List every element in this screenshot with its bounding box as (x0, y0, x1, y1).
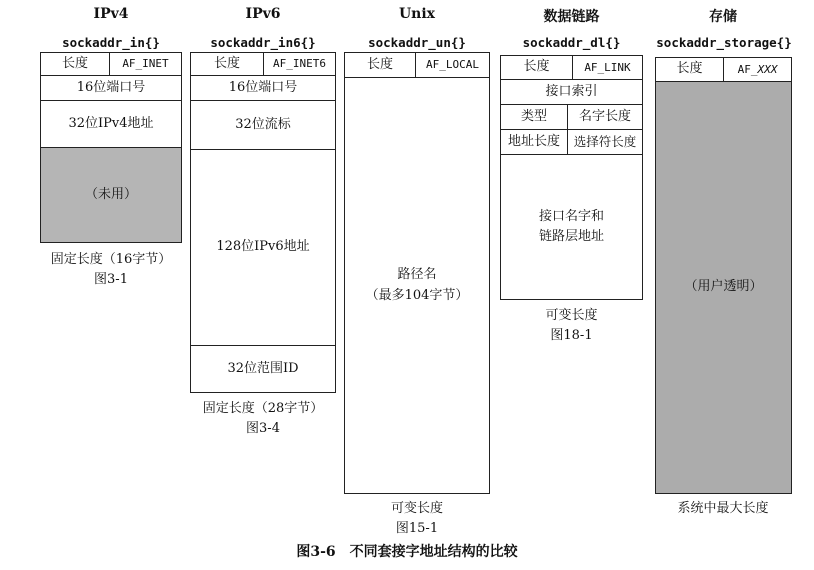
storage-struct-name: sockaddr_storage{} (656, 35, 792, 50)
datalink-data-field: 接口名字和 链路层地址 (500, 154, 643, 300)
ipv4-size-caption (22, 250, 200, 289)
datalink-size-caption (500, 306, 643, 345)
unix-size-caption (344, 499, 490, 538)
datalink-heading: 数据链路 (543, 9, 600, 25)
datalink-address-length-field: 地址长度 (500, 129, 568, 155)
ipv6-scope-id-field: 32位范围ID (190, 345, 336, 393)
unix-size-label: 可变长度 (390, 501, 443, 516)
ipv4-unused-field: （未用） (40, 147, 182, 243)
datalink-size-label: 可变长度 (545, 308, 598, 323)
ipv4-figure-ref: 图3-1 (94, 271, 128, 287)
ipv6-port-field: 16位端口号 (190, 75, 336, 101)
storage-heading: 存储 (709, 9, 737, 25)
unix-length-field: 长度 (344, 52, 416, 78)
figure-caption: 图3-6 不同套接字地址结构的比较 (296, 544, 518, 560)
ipv6-length-field: 长度 (190, 52, 264, 76)
ipv4-size-label: 固定长度（16字节） (50, 252, 172, 267)
ipv4-port-field: 16位端口号 (40, 75, 182, 101)
datalink-struct-name: sockaddr_dl{} (522, 35, 621, 50)
datalink-length-field: 长度 (500, 55, 573, 80)
ipv6-figure-ref: 图3-4 (246, 420, 280, 436)
ipv6-flowinfo-field: 32位流标 (190, 100, 336, 150)
ipv6-struct-name: sockaddr_in6{} (210, 35, 316, 50)
datalink-selector-length-field: 选择符长度 (567, 129, 643, 155)
storage-size-caption (640, 499, 806, 519)
ipv4-address-field: 32位IPv4地址 (40, 100, 182, 148)
datalink-type-field: 类型 (500, 104, 568, 130)
datalink-figure-ref: 图18-1 (550, 327, 593, 343)
ipv6-size-caption (173, 399, 353, 438)
unix-struct-name: sockaddr_un{} (368, 35, 466, 50)
storage-size-label: 系统中最大长度 (677, 501, 769, 516)
ipv4-family-field: AF_INET (109, 52, 182, 76)
unix-family-field: AF_LOCAL (415, 52, 490, 78)
unix-heading: Unix (398, 6, 436, 22)
ipv4-heading: IPv4 (93, 6, 129, 22)
ipv6-size-label: 固定长度（28字节） (202, 401, 324, 416)
unix-figure-ref: 图15-1 (395, 520, 439, 536)
storage-family-suffix: XXX (757, 62, 778, 76)
datalink-name-length-field: 名字长度 (567, 104, 643, 130)
ipv4-length-field: 长度 (40, 52, 110, 76)
unix-path-field: 路径名 （最多104字节） (344, 77, 490, 494)
ipv6-family-field: AF_INET6 (263, 52, 336, 76)
ipv6-heading: IPv6 (245, 6, 281, 22)
storage-opaque-field: （用户透明） (655, 81, 792, 494)
ipv6-address-field: 128位IPv6地址 (190, 149, 336, 346)
datalink-index-field: 接口索引 (500, 79, 643, 105)
storage-length-field: 长度 (655, 57, 724, 82)
storage-family-field (723, 57, 792, 82)
ipv4-struct-name: sockaddr_in{} (62, 35, 160, 50)
storage-family-prefix: AF_ (737, 62, 758, 76)
datalink-family-field: AF_LINK (572, 55, 643, 80)
